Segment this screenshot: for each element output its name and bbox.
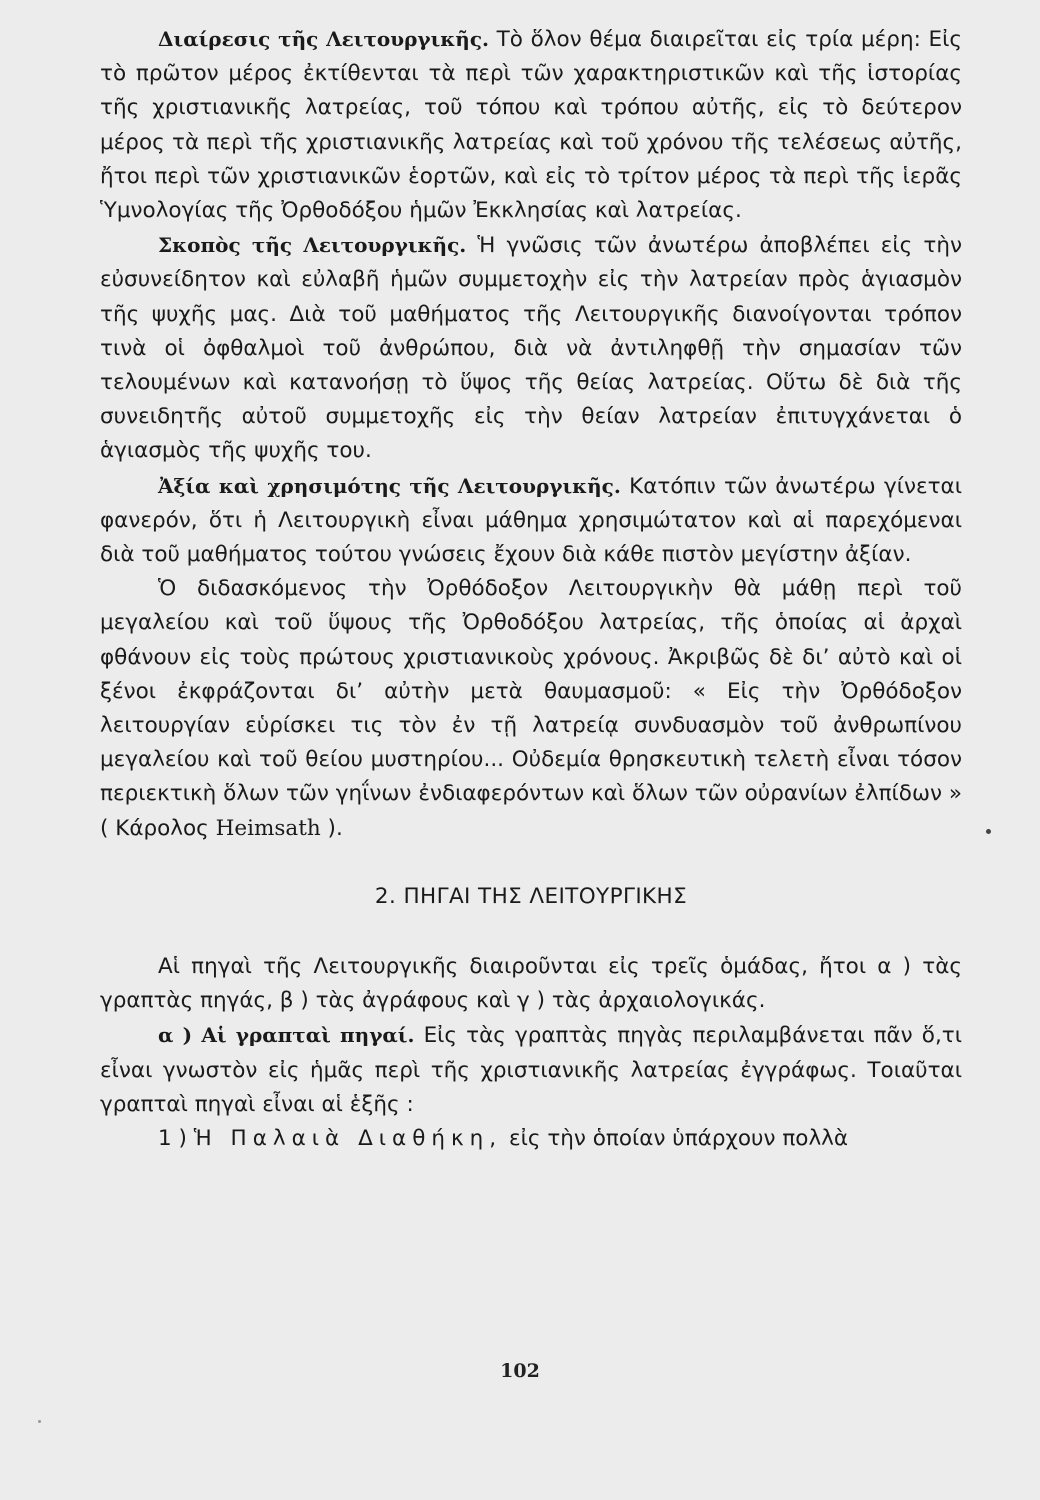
page-number: 102 bbox=[500, 1360, 540, 1382]
text-purpose: Ἡ γνῶσις τῶν ἀνωτέρω ἀποβλέπει εἰς τὴν εὐσυνείδητον καὶ εὐλαβῆ ἡμῶν συμμετοχὴν εἰς τὴν λατρείαν πρὸς ἁγιασμὸν τῆς ψυχῆς μας. Διὰ τοῦ μαθήματος τῆς Λειτουργικῆς διανοίγονται τρόπον τινὰ οἱ ὀφθαλμοὶ τοῦ ἀνθρώπου, διὰ νὰ ἀντιληφθῇ τὴν σημασίαν τῶν τελουμένων καὶ κατανοήσῃ τὸ ὕψος τῆς θείας λατρείας. Οὕτω δὲ διὰ τῆς συνειδητῆς αὐτοῦ συμμετοχῆς εἰς τὴν θείαν λατρείαν ἐπιτυγχάνεται ὁ ἁγιασμὸς τῆς ψυχῆς του. bbox=[100, 233, 963, 464]
quote-tail: ). bbox=[320, 815, 343, 841]
old-testament-title: Ἡ Παλαιὰ Διαθήκη, bbox=[193, 1126, 503, 1152]
list-prefix: 1 ) bbox=[158, 1126, 194, 1152]
paragraph-written-sources bbox=[100, 1018, 962, 1122]
heading-division: Διαίρεσις τῆς Λειτουργικῆς. bbox=[158, 27, 489, 51]
text-sources: Αἱ πηγαὶ τῆς Λειτουργικῆς διαιροῦνται εἰς τρεῖς ὁμάδας, ἤτοι α ) τὰς γραπτὰς πηγάς, β ) τὰς ἀγράφους καὶ γ ) τὰς ἀρχαιολογικάς. bbox=[100, 954, 962, 1014]
heading-purpose: Σκοπὸς τῆς Λειτουργικῆς. bbox=[158, 233, 467, 258]
text-quote: Ὁ διδασκόμενος τὴν Ὀρθόδοξον Λειτουργικὴν θὰ μάθῃ περὶ τοῦ μεγαλείου καὶ τοῦ ὕψους τῆς Ὀρθοδόξου λατρείας, τῆς ὁποίας αἱ ἀρχαὶ φθάνουν εἰς τοὺς πρώτους χριστιανικοὺς χρόνους. Ἀκριβῶς δὲ δι’ αὐτὸ καὶ οἱ ξένοι ἐκφράζονται δι’ αὐτὴν μετὰ θαυμασμοῦ: « Εἰς τὴν Ὀρθόδοξον λειτουργίαν εὑρίσκει τις τὸν ἐν τῇ λατρείᾳ συνδυασμὸν τοῦ ἀνθρωπίνου μεγαλείου καὶ τοῦ θείου μυστηρίου... Οὐδεμία θρησκευτικὴ τελετὴ εἶναι τόσον περιεκτικὴ ὅλων τῶν γηΐνων ἐνδιαφερόντων καὶ ὅλων τῶν οὐρανίων ἐλπίδων » ( Κάρολος bbox=[100, 576, 962, 841]
heading-written-sources: α ) Αἱ γραπταὶ πηγαί. bbox=[158, 1023, 415, 1048]
paragraph-sources bbox=[100, 950, 962, 1018]
section-title: 2. ΠΗΓΑΙ ΤΗΣ ΛΕΙΤΟΥΡΓΙΚΗΣ bbox=[374, 883, 688, 909]
scan-mark bbox=[38, 1420, 41, 1423]
author-name: Heimsath bbox=[215, 815, 321, 841]
scan-dot bbox=[986, 829, 991, 834]
text-division: Τὸ ὅλον θέμα διαιρεῖται εἰς τρία μέρη: Εἰς τὸ πρῶτον μέρος ἐκτίθενται τὰ περὶ τῶν χαρακτηριστικῶν καὶ τῆς ἱστορίας τῆς χριστιανικῆς λατρείας, τοῦ τόπου καὶ τρόπου αὐτῆς, εἰς τὸ δεύτερον μέρος τὰ περὶ τῆς χριστιανικῆς λατρείας καὶ τοῦ χρόνου τῆς τελέσεως αὐτῆς, ἤτοι περὶ τῶν χριστιανικῶν ἑορτῶν, καὶ εἰς τὸ τρίτον μέρος τὰ περὶ τῆς ἱερᾶς Ὑμνολογίας τῆς Ὀρθοδόξου ἡμῶν Ἐκκλησίας καὶ λατρείας. bbox=[100, 27, 962, 224]
paragraph-purpose bbox=[100, 228, 962, 468]
text-value: Κατόπιν τῶν ἀνωτέρω γίνεται φανερόν, ὅτι ἡ Λειτουργικὴ εἶναι μάθημα χρησιμώτατον καὶ αἱ παρεχόμεναι διὰ τοῦ μαθήματος τούτου γνώσεις ἔχουν διὰ κάθε πιστὸν μεγίστην ἀξίαν. bbox=[100, 473, 962, 568]
text-written-sources: Εἰς τὰς γραπτὰς πηγὰς περιλαμβάνεται πᾶν ὅ,τι εἶναι γνωστὸν εἰς ἡμᾶς περὶ τῆς χριστιανικῆς λατρείας ἐγγράφως. Τοιαῦται γραπταὶ πηγαὶ εἶναι αἱ ἑξῆς : bbox=[100, 1023, 963, 1117]
paragraph-value bbox=[100, 469, 962, 573]
paragraph-quote bbox=[100, 572, 962, 846]
paragraph-division bbox=[100, 22, 962, 228]
text-old-testament: εἰς τὴν ὁποίαν ὑπάρχουν πολλὰ bbox=[502, 1126, 849, 1152]
paragraph-old-testament bbox=[100, 1122, 962, 1156]
page-body bbox=[100, 22, 962, 1156]
heading-value: Ἀξία καὶ χρησιμότης τῆς Λειτουργικῆς. bbox=[158, 473, 621, 498]
